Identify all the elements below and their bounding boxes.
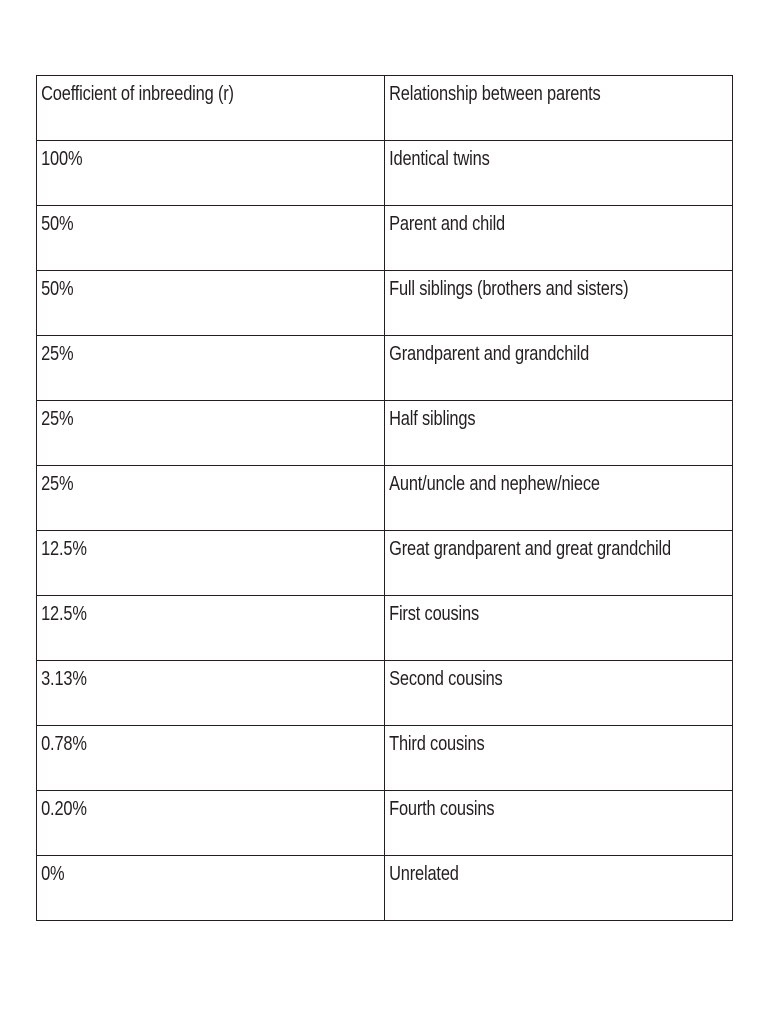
coefficient-cell bbox=[37, 141, 385, 206]
coefficient-value: 3.13% bbox=[41, 668, 87, 690]
relationship-cell bbox=[385, 726, 733, 791]
table-row bbox=[37, 726, 733, 791]
relationship-cell bbox=[385, 336, 733, 401]
coefficient-value: 50% bbox=[41, 278, 74, 300]
relationship-value: Half siblings bbox=[389, 408, 476, 430]
table-header-row bbox=[37, 76, 733, 141]
relationship-cell bbox=[385, 466, 733, 531]
coefficient-value: 25% bbox=[41, 473, 74, 495]
table-row bbox=[37, 336, 733, 401]
coefficient-value: 25% bbox=[41, 408, 74, 430]
table-row bbox=[37, 791, 733, 856]
relationship-value: Unrelated bbox=[389, 863, 459, 885]
coefficient-cell bbox=[37, 856, 385, 921]
coefficient-value: 50% bbox=[41, 213, 74, 235]
relationship-value: Grandparent and grandchild bbox=[389, 343, 590, 365]
header-label: Relationship between parents bbox=[389, 83, 601, 105]
coefficient-cell bbox=[37, 531, 385, 596]
coefficient-cell bbox=[37, 791, 385, 856]
relationship-cell bbox=[385, 141, 733, 206]
coefficient-cell bbox=[37, 661, 385, 726]
header-cell-relationship bbox=[385, 76, 733, 141]
table-row bbox=[37, 661, 733, 726]
relationship-cell bbox=[385, 856, 733, 921]
coefficient-cell bbox=[37, 271, 385, 336]
coefficient-cell bbox=[37, 466, 385, 531]
coefficient-value: 12.5% bbox=[41, 603, 87, 625]
coefficient-value: 100% bbox=[41, 148, 83, 170]
coefficient-value: 0% bbox=[41, 863, 65, 885]
inbreeding-table bbox=[36, 75, 733, 921]
relationship-value: Aunt/uncle and nephew/niece bbox=[389, 473, 600, 495]
header-cell-coefficient bbox=[37, 76, 385, 141]
coefficient-cell bbox=[37, 726, 385, 791]
relationship-cell bbox=[385, 596, 733, 661]
table-row bbox=[37, 466, 733, 531]
relationship-value: Great grandparent and great grandchild bbox=[389, 538, 671, 560]
coefficient-cell bbox=[37, 596, 385, 661]
relationship-value: Full siblings (brothers and sisters) bbox=[389, 278, 629, 300]
table-row bbox=[37, 401, 733, 466]
table-row bbox=[37, 271, 733, 336]
table-row bbox=[37, 596, 733, 661]
coefficient-cell bbox=[37, 206, 385, 271]
coefficient-value: 0.20% bbox=[41, 798, 87, 820]
table-row bbox=[37, 206, 733, 271]
coefficient-value: 12.5% bbox=[41, 538, 87, 560]
table-row bbox=[37, 531, 733, 596]
table-row bbox=[37, 856, 733, 921]
relationship-cell bbox=[385, 401, 733, 466]
coefficient-cell bbox=[37, 336, 385, 401]
relationship-cell bbox=[385, 206, 733, 271]
coefficient-cell bbox=[37, 401, 385, 466]
relationship-value: First cousins bbox=[389, 603, 480, 625]
coefficient-value: 0.78% bbox=[41, 733, 87, 755]
relationship-value: Parent and child bbox=[389, 213, 506, 235]
relationship-cell bbox=[385, 661, 733, 726]
header-label: Coefficient of inbreeding (r) bbox=[41, 83, 234, 105]
relationship-cell bbox=[385, 271, 733, 336]
relationship-value: Third cousins bbox=[389, 733, 485, 755]
relationship-cell bbox=[385, 531, 733, 596]
table-row bbox=[37, 141, 733, 206]
relationship-cell bbox=[385, 791, 733, 856]
relationship-value: Second cousins bbox=[389, 668, 503, 690]
relationship-value: Fourth cousins bbox=[389, 798, 495, 820]
relationship-value: Identical twins bbox=[389, 148, 490, 170]
coefficient-value: 25% bbox=[41, 343, 74, 365]
